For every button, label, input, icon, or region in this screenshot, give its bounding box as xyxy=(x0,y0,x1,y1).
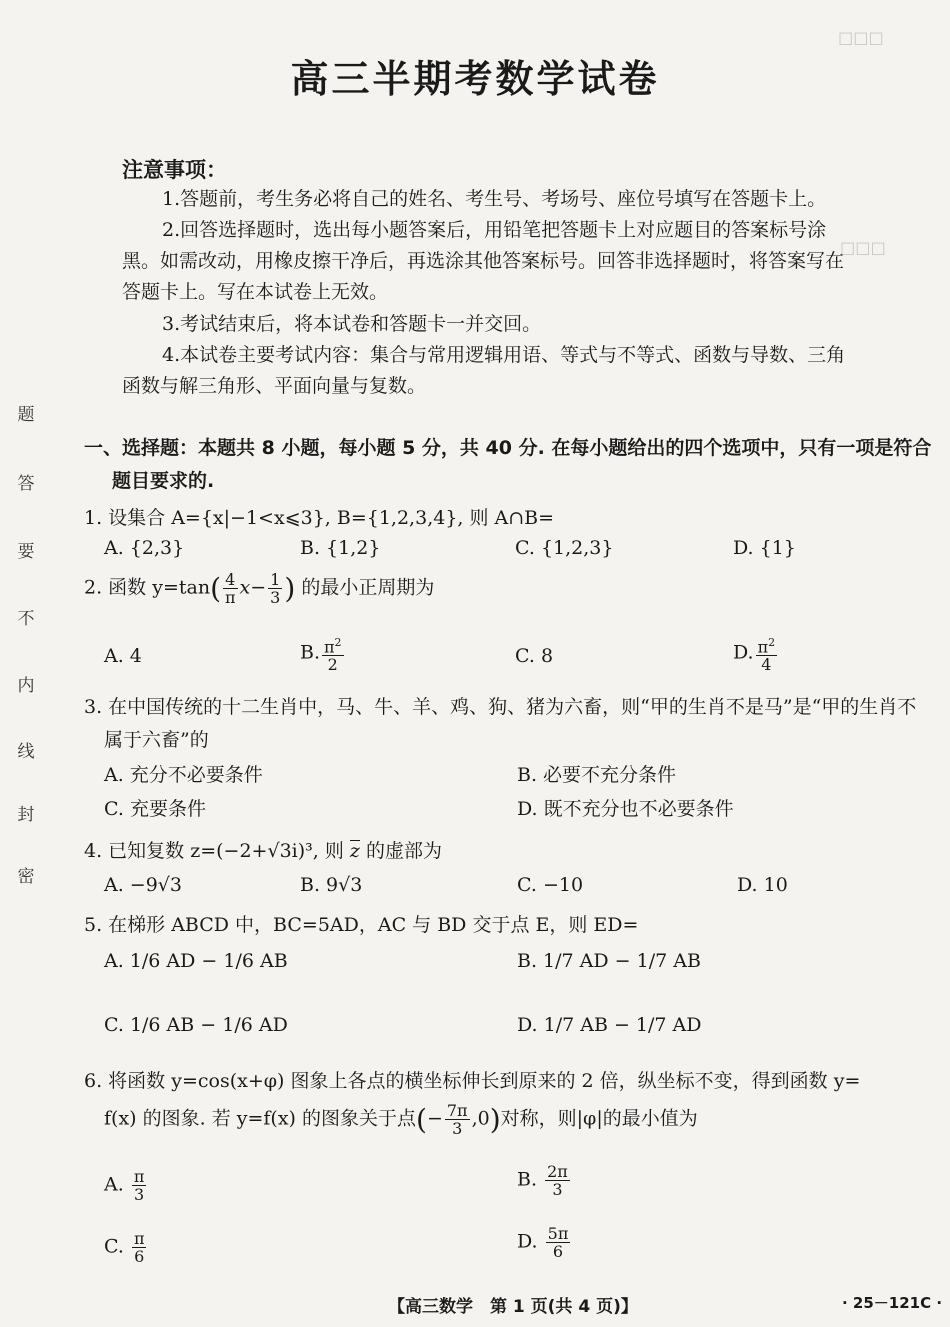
q1-option-b: B. {1,2} xyxy=(300,537,381,559)
q4-stem-suffix: 的虚部为 xyxy=(365,840,442,862)
q3-option-d: D. 既不充分也不必要条件 xyxy=(517,798,734,820)
q3-option-b: B. 必要不充分条件 xyxy=(517,764,677,786)
question-3-stem-cont: 属于六畜”的 xyxy=(104,729,209,751)
question-3-stem: 3. 在中国传统的十二生肖中，马、牛、羊、鸡、狗、猪为六畜，则“甲的生肖不是马”是“甲的生肖不 xyxy=(84,696,917,718)
binding-margin-char: 内 xyxy=(17,676,35,696)
q5-option-b: B. 1/7 AD − 1/7 AB xyxy=(517,950,701,972)
question-2-stem: 2. 函数 y=tan( $\frac{4}{\pi}$ x− $\frac{1}{3}$ ) 的最小正周期为 xyxy=(84,570,435,607)
q6-stem-prefix: f(x) 的图象. 若 y=f(x) 的图象关于点 xyxy=(104,1107,416,1130)
q5-option-d: D. 1/7 AB − 1/7 AD xyxy=(517,1014,702,1036)
binding-margin-char: 要 xyxy=(17,542,35,562)
notice-item-3: 3.考试结束后，将本试卷和答题卡一并交回。 xyxy=(162,313,542,335)
notice-item-4: 4.本试卷主要考试内容：集合与常用逻辑用语、等式与不等式、函数与导数、三角 xyxy=(162,344,846,366)
q4-option-d: D. 10 xyxy=(737,874,788,896)
q6-option-c: C. $\frac{\pi}{6}$ xyxy=(104,1229,145,1266)
q5-option-a: A. 1/6 AD − 1/6 AB xyxy=(104,950,288,972)
notice-item-4-cont: 函数与解三角形、平面向量与复数。 xyxy=(122,375,427,397)
notice-item-2-cont: 答题卡上。写在本试卷上无效。 xyxy=(122,281,389,303)
binding-margin-char: 封 xyxy=(17,805,35,825)
exam-code: · 25－121C · xyxy=(842,1294,943,1312)
binding-margin-char: 题 xyxy=(17,405,35,425)
q1-option-a: A. {2,3} xyxy=(104,537,185,559)
question-1-stem: 1. 设集合 A={x|−1<x⩽3}, B={1,2,3,4}, 则 A∩B= xyxy=(84,507,555,529)
notice-item-2-cont: 黑。如需改动，用橡皮擦干净后，再选涂其他答案标号。回答非选择题时，将答案写在 xyxy=(122,250,845,272)
q4-option-c: C. −10 xyxy=(517,874,584,896)
q6-option-d: D. $\frac{5\pi}{6}$ xyxy=(517,1224,569,1261)
q4-option-a: A. −9√3 xyxy=(104,874,183,896)
q6-option-b: B. $\frac{2\pi}{3}$ xyxy=(517,1162,568,1199)
q2-stem-prefix: 2. 函数 y=tan xyxy=(84,576,211,599)
q2-option-d: D. $\frac{\pi^2}{4}$ xyxy=(733,636,776,675)
q1-option-c: C. {1,2,3} xyxy=(515,537,614,559)
notice-item-2: 2.回答选择题时，选出每小题答案后，用铅笔把答题卡上对应题目的答案标号涂 xyxy=(162,219,827,241)
notice-item-1: 1.答题前，考生务必将自己的姓名、考生号、考场号、座位号填写在答题卡上。 xyxy=(162,188,827,210)
q6-option-a: A. $\frac{\pi}{3}$ xyxy=(104,1167,145,1204)
page-footer: 【高三数学 第 1 页(共 4 页)】 xyxy=(388,1297,638,1317)
binding-margin-char: 线 xyxy=(17,742,35,762)
section-heading-cont: 题目要求的. xyxy=(112,470,215,492)
q6-stem-suffix: 对称，则|φ|的最小值为 xyxy=(500,1107,698,1130)
binding-margin-char: 密 xyxy=(17,867,35,887)
bleed-through-text: ☐☐☐ xyxy=(840,240,886,260)
question-5-stem: 5. 在梯形 ABCD 中，BC=5AD，AC 与 BD 交于点 E，则 ED= xyxy=(84,914,639,936)
q2-option-c: C. 8 xyxy=(515,645,554,667)
q2-option-b: B. $\frac{\pi^2}{2}$ xyxy=(300,636,342,675)
q3-option-a: A. 充分不必要条件 xyxy=(104,764,263,786)
question-6-stem: 6. 将函数 y=cos(x+φ) 图象上各点的横坐标伸长到原来的 2 倍，纵坐标不变，得到函数 y= xyxy=(84,1070,861,1092)
bleed-through-text: ☐☐☐ xyxy=(838,30,884,50)
q3-option-c: C. 充要条件 xyxy=(104,798,206,820)
q4-option-b: B. 9√3 xyxy=(300,874,363,896)
exam-title: 高三半期考数学试卷 xyxy=(290,57,660,101)
q2-stem-suffix: 的最小正周期为 xyxy=(301,576,435,599)
q1-option-d: D. {1} xyxy=(733,537,796,559)
binding-margin-char: 答 xyxy=(17,474,35,494)
notice-heading: 注意事项： xyxy=(122,158,227,182)
section-heading: 一、选择题：本题共 8 小题，每小题 5 分，共 40 分. 在每小题给出的四个选项中，只有一项是符合 xyxy=(84,437,932,459)
q5-option-c: C. 1/6 AB − 1/6 AD xyxy=(104,1014,288,1036)
q2-option-a: A. 4 xyxy=(104,645,142,667)
binding-margin-char: 不 xyxy=(17,609,35,629)
question-6-stem-cont: f(x) 的图象. 若 y=f(x) 的图象关于点(− $\frac{7\pi}{3}$ ,0)对称，则|φ|的最小值为 xyxy=(104,1101,698,1138)
q4-stem-prefix: 4. 已知复数 z=(−2+√3i)³, 则 xyxy=(84,840,344,862)
question-4-stem: 4. 已知复数 z=(−2+√3i)³, 则 z 的虚部为 xyxy=(84,840,442,862)
